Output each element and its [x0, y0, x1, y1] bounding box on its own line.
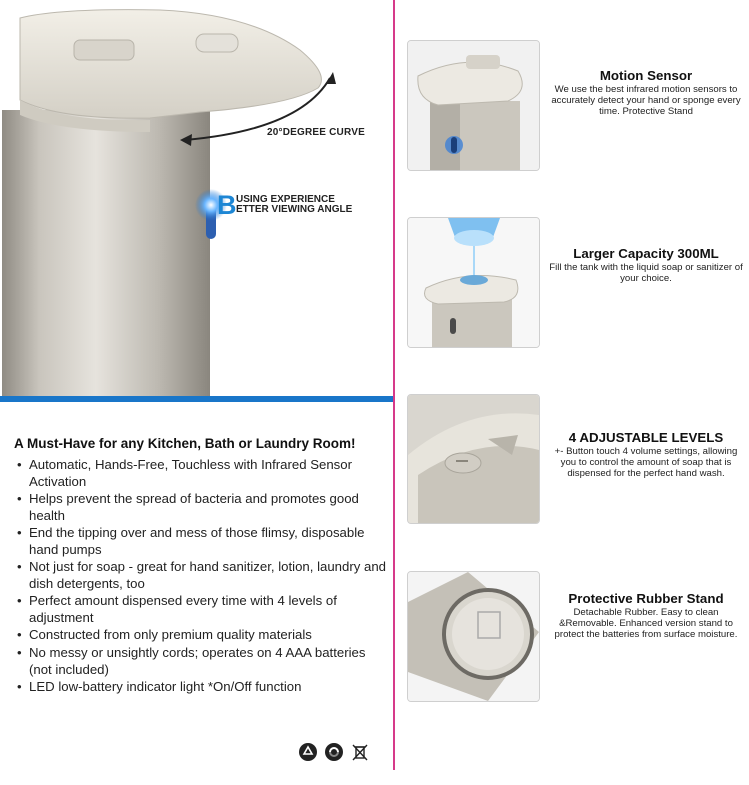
motion-sensor-description: We use the best infrared motion sensors to accurately detect your hand or sponge every time. Protective Stand	[551, 84, 741, 117]
capacity-image	[407, 217, 540, 348]
adjustable-levels-image	[407, 394, 540, 524]
curve-label: 20°DEGREE CURVE	[267, 127, 365, 138]
feature-list-section	[14, 436, 389, 696]
tagline-initial: B	[217, 190, 237, 220]
motion-sensor-text	[549, 68, 743, 117]
feature-item: • Not just for soap - great for hand sanitizer, lotion, laundry and dish detergents, too	[14, 559, 389, 593]
feature-item: • LED low-battery indicator light *On/Off function	[14, 679, 389, 696]
feature-heading: A Must-Have for any Kitchen, Bath or Laundry Room!	[14, 436, 356, 451]
recycle-icon	[298, 742, 318, 762]
capacity-title: Larger Capacity 300ML	[573, 246, 719, 261]
tagline-line-1: USING EXPERIENCE	[236, 194, 335, 205]
levels-title: 4 ADJUSTABLE LEVELS	[568, 430, 724, 445]
feature-item: • Perfect amount dispensed every time with 4 levels of adjustment	[14, 593, 389, 627]
levels-description: +- Button touch 4 volume settings, allowing you to control the amount of soap that is dispensed for the perfect hand wash.	[554, 446, 738, 479]
capacity-description: Fill the tank with the liquid soap or sanitizer of your choice.	[549, 262, 743, 284]
feature-list	[14, 457, 389, 696]
rubber-stand-description: Detachable Rubber. Easy to clean &Removable. Enhanced version stand to protect the batteries from surface moisture.	[554, 607, 738, 640]
rubber-stand-title: Protective Rubber Stand	[568, 591, 724, 606]
feature-item: • No messy or unsightly cords; operates on 4 AAA batteries (not included)	[14, 645, 389, 679]
feature-item: • Constructed from only premium quality materials	[14, 627, 389, 644]
feature-item: • Helps prevent the spread of bacteria and promotes good health	[14, 491, 389, 525]
motion-sensor-image	[407, 40, 540, 171]
levels-text	[549, 430, 743, 479]
rubber-stand-text	[549, 591, 743, 640]
motion-sensor-title: Motion Sensor	[599, 68, 693, 83]
green-dot-icon	[324, 742, 344, 762]
tagline	[236, 195, 352, 215]
accent-bar	[0, 396, 393, 402]
certification-icons	[298, 742, 370, 762]
column-divider	[393, 0, 395, 770]
crossed-bin-icon	[350, 742, 370, 762]
tagline-line-2: ETTER VIEWING ANGLE	[236, 204, 353, 215]
capacity-text	[549, 246, 743, 284]
feature-item: • End the tipping over and mess of those flimsy, disposable hand pumps	[14, 525, 389, 559]
hero-image	[0, 0, 393, 396]
rubber-stand-image	[407, 571, 540, 702]
feature-item: • Automatic, Hands-Free, Touchless with Infrared Sensor Activation	[14, 457, 389, 491]
